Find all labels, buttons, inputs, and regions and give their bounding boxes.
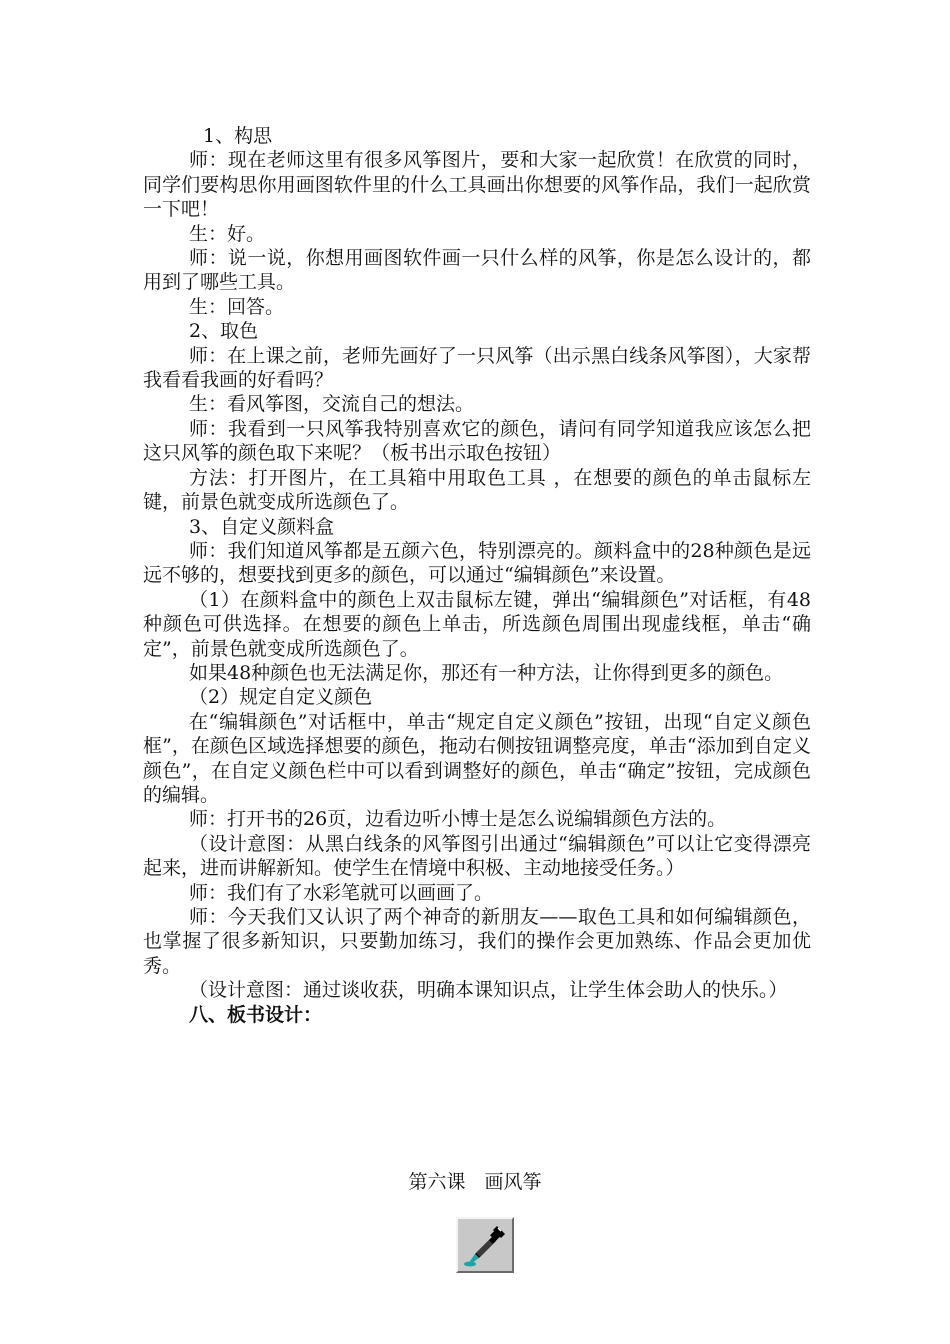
paragraph: （设计意图：从黑白线条的风筝图引出通过“编辑颜色”可以让它变得漂亮起来，进而讲解新知。使学生在情境中积极、主动地接受任务。） (143, 832, 811, 880)
lesson-body (143, 124, 811, 1027)
color-picker-button (456, 1217, 514, 1273)
board-title: 第六课 画风筝 (408, 1171, 542, 1193)
paragraph: 师：我看到一只风筝我特别喜欢它的颜色，请问有同学知道我应该怎么把这只风筝的颜色取下来呢？（板书出示取色按钮） (143, 417, 811, 465)
paragraph: 如果48种颜色也无法满足你，那还有一种方法，让你得到更多的颜色。 (189, 661, 784, 684)
paragraph: 师：说一说，你想用画图软件画一只什么样的风筝，你是怎么设计的，都用到了哪些工具。 (143, 247, 811, 294)
paragraph: （2）规定自定义颜色 (189, 686, 373, 709)
paragraph: 师：在上课之前，老师先画好了一只风筝（出示黑白线条风筝图），大家帮我看看我画的好看吗？ (143, 344, 811, 392)
paragraph: 在“编辑颜色”对话框中，单击“规定自定义颜色”按钮，出现“自定义颜色框”，在颜色区域选择想要的颜色，拖动右侧按钮调整亮度，单击“添加到自定义颜色”，在自定义颜色栏中可以看到调整好的颜色，单击“确定”按钮，完成颜色的编辑。 (143, 710, 811, 806)
section-heading-pick-color: 2、取色 (189, 320, 259, 343)
paragraph: 生：好。 (189, 222, 266, 245)
paragraph: 师：我们有了水彩笔就可以画画了。 (189, 881, 494, 904)
paragraph: 师：打开书的26页，边看边听小博士是怎么说编辑颜色方法的。 (189, 808, 727, 831)
paragraph: 师：我们知道风筝都是五颜六色，特别漂亮的。颜料盒中的28种颜色是远远不够的，想要找到更多的颜色，可以通过“编辑颜色”来设置。 (143, 539, 811, 587)
paragraph: 师：现在老师这里有很多风筝图片，要和大家一起欣赏！在欣赏的同时，同学们要构思你用画图软件里的什么工具画出你想要的风筝作品，我们一起欣赏一下吧！ (143, 149, 811, 221)
paragraph: 师：今天我们又认识了两个神奇的新朋友——取色工具和如何编辑颜色，也掌握了很多新知识，只要勤加练习，我们的操作会更加熟练、作品会更加优秀。 (143, 906, 811, 977)
paragraph: （1）在颜料盒中的颜色上双击鼠标左键，弹出“编辑颜色”对话框，有48种颜色可供选择。在想要的颜色上单击，所选颜色周围出现虚线框，单击“确定”，前景色就变成所选颜色了。 (143, 588, 811, 660)
section-heading-board-design: 八、板书设计： (189, 1003, 323, 1026)
section-heading-custom-palette: 3、自定义颜料盒 (189, 515, 335, 538)
paragraph: 生：回答。 (189, 295, 285, 318)
paragraph: 生：看风筝图，交流自己的想法。 (189, 393, 475, 416)
paragraph: （设计意图：通过谈收获，明确本课知识点，让学生体会助人的快乐。） (189, 979, 788, 1002)
section-heading-conception: 1、构思 (203, 125, 273, 147)
paragraph: 方法：打开图片，在工具箱中用取色工具 ，在想要的颜色的单击鼠标左键，前景色就变成所选颜色了。 (143, 466, 811, 514)
color-picker-eyedropper-icon (461, 1222, 511, 1270)
